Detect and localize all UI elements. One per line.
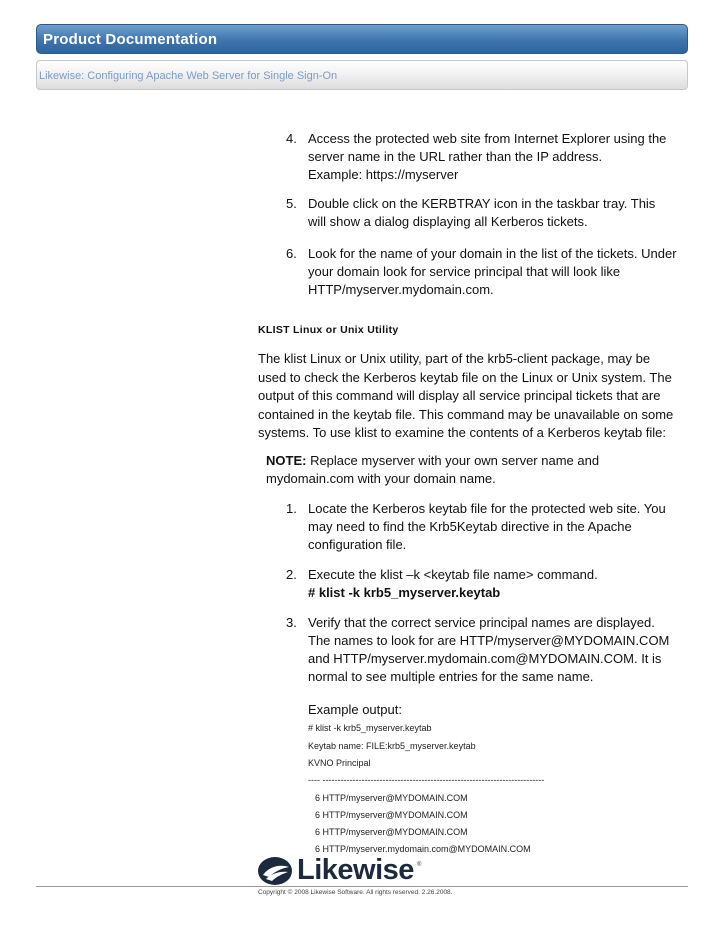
paragraph-line: contained in the keytab file. This command may be unavailable on some [258, 406, 674, 422]
header-title: Product Documentation [43, 31, 218, 48]
list-text: your domain look for service principal that will look like [308, 264, 621, 279]
paragraph-line: output of this command will display all service principal tickets that are [258, 388, 661, 403]
list-text: will show a dialog displaying all Kerberos tickets. [308, 214, 588, 229]
list-text: Access the protected web site from Internet Explorer using the [308, 131, 667, 146]
header-bar [36, 24, 688, 54]
list-number: 2. [286, 567, 297, 582]
list-text: normal to see multiple entries for the same name. [308, 669, 594, 684]
code-line: # klist -k krb5_myserver.keytab [308, 723, 432, 733]
logo-mark-icon [257, 856, 293, 886]
code-line: KVNO Principal [308, 758, 371, 768]
code-entry: 6 HTTP/myserver@MYDOMAIN.COM [315, 793, 468, 803]
subheader-bar [36, 60, 688, 90]
list-number: 1. [286, 501, 297, 516]
list-number: 6. [286, 246, 297, 261]
list-text: Locate the Kerberos keytab file for the protected web site. You [308, 501, 666, 516]
list-text: Verify that the correct service principal names are displayed. [308, 615, 655, 630]
paragraph-line: The klist Linux or Unix utility, part of the krb5-client package, may be [258, 351, 651, 366]
copyright-text: Copyright © 2008 Likewise Software. All rights reserved. 2.26.2008. [258, 889, 453, 896]
note-label: NOTE: [266, 453, 307, 468]
list-number: 4. [286, 131, 297, 146]
list-text: HTTP/myserver.mydomain.com. [308, 282, 494, 297]
likewise-logo [257, 856, 422, 888]
note-text: Replace myserver with your own server name and [306, 453, 600, 468]
list-text: Look for the name of your domain in the list of the tickets. Under [308, 246, 677, 261]
list-text: Example: https://myserver [308, 167, 459, 182]
document-subtitle: Likewise: Configuring Apache Web Server for Single Sign-On [39, 70, 338, 82]
list-number: 3. [286, 615, 297, 630]
list-text: server name in the URL rather than the IP address. [308, 149, 603, 164]
code-entry: 6 HTTP/myserver@MYDOMAIN.COM [315, 810, 468, 820]
list-text: and HTTP/myserver.mydomain.com@MYDOMAIN.COM. It is [308, 651, 662, 666]
note-text: mydomain.com with your domain name. [266, 471, 496, 486]
paragraph-line: used to check the Kerberos keytab file on the Linux or Unix system. The [258, 369, 672, 385]
example-label: Example output: [308, 702, 402, 717]
command-text: # klist -k krb5_myserver.keytab [308, 585, 501, 600]
logo-text: Likewise [297, 854, 414, 886]
paragraph-line: systems. To use klist to examine the contents of a Kerberos keytab file: [258, 425, 667, 440]
list-text: configuration file. [308, 537, 407, 552]
list-text: may need to find the Krb5Keytab directive in the Apache [308, 519, 632, 534]
footer-divider [36, 886, 688, 887]
code-line: ---- -------------------------------------------------------------------------- [308, 775, 545, 785]
list-text: Double click on the KERBTRAY icon in the taskbar tray. This [308, 196, 656, 211]
section-heading: KLIST Linux or Unix Utility [258, 324, 399, 336]
list-text: The names to look for are HTTP/myserver@MYDOMAIN.COM [308, 633, 670, 648]
section-paragraph [258, 350, 673, 443]
code-entry: 6 HTTP/myserver.mydomain.com@MYDOMAIN.COM [315, 844, 531, 854]
note-box [266, 452, 599, 488]
list-number: 5. [286, 196, 297, 211]
code-entry: 6 HTTP/myserver@MYDOMAIN.COM [315, 827, 468, 837]
registered-mark: ® [417, 862, 422, 868]
code-line: Keytab name: FILE:krb5_myserver.keytab [308, 741, 476, 751]
list-text: Execute the klist –k <keytab file name> command. [308, 567, 598, 582]
